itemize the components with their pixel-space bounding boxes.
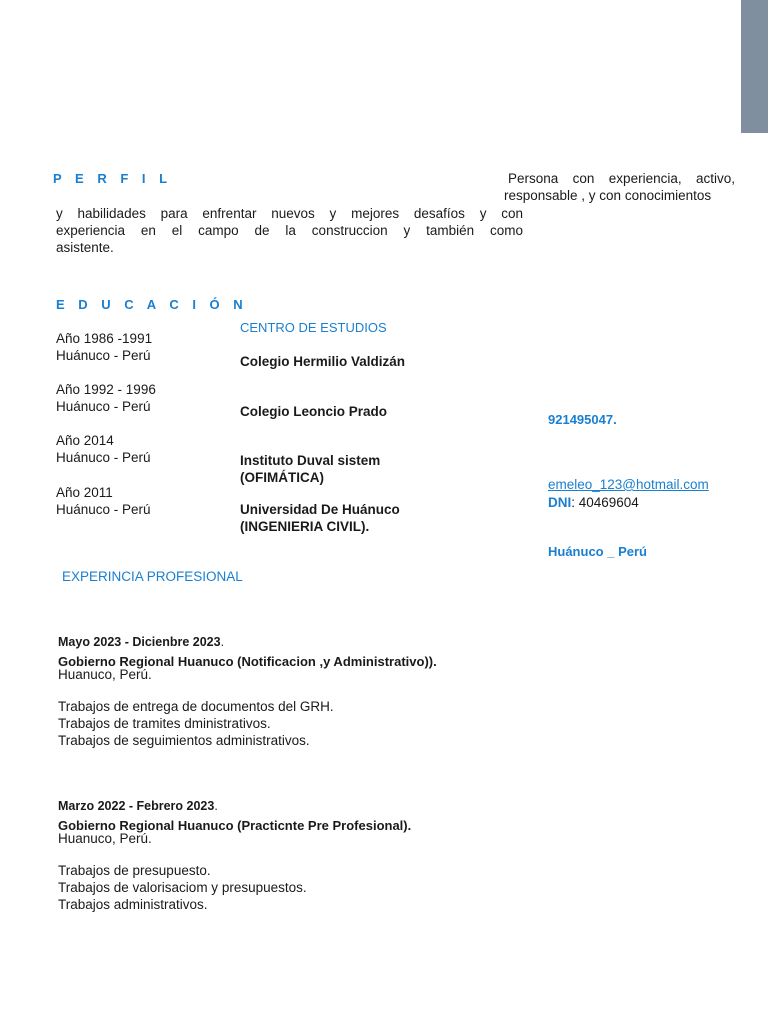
education-center-3 [240, 452, 380, 486]
job-location: Huanuco, Perú. [58, 667, 152, 682]
job-dates: Marzo 2022 - Febrero 2023. [58, 799, 218, 813]
contact-phone: 921495047. [548, 412, 617, 427]
job-task: Trabajos de tramites dministrativos. [58, 716, 271, 731]
education-center-name: Colegio Hermilio Valdizán [240, 354, 406, 369]
job-task: Trabajos de valorisaciom y presupuestos. [58, 880, 307, 895]
job-task: Trabajos de entrega de documentos del GRH. [58, 699, 334, 714]
dni-label: DNI [548, 495, 572, 510]
education-center-1 [240, 353, 405, 370]
dni-value: : 40469604 [571, 495, 639, 510]
education-center-4 [240, 501, 400, 535]
contact-dni [548, 495, 639, 510]
job-1 [58, 634, 698, 749]
education-place: Huánuco - Perú [56, 348, 151, 363]
education-heading: E D U C A C I Ó N [56, 297, 248, 312]
profile-body [56, 205, 523, 256]
job-task: Trabajos de presupuesto. [58, 863, 211, 878]
education-center-detail: (INGENIERIA CIVIL). [240, 519, 370, 534]
contact-location: Huánuco _ Perú [548, 544, 647, 559]
education-place: Huánuco - Perú [56, 399, 151, 414]
profile-intro-line2: responsable , y con conocimientos [504, 188, 712, 203]
education-year: Año 1992 - 1996 [56, 382, 156, 397]
centers-heading: CENTRO DE ESTUDIOS [240, 320, 387, 335]
job-dates-text: Mayo 2023 - Dicienbre 2023 [58, 635, 221, 649]
job-employer: Gobierno Regional Huanuco (Notificacion ,y Administrativo)). [58, 654, 437, 669]
education-entry-4-dates [56, 484, 151, 518]
job-dates: Mayo 2023 - Dicienbre 2023. [58, 635, 225, 649]
education-place: Huánuco - Perú [56, 450, 151, 465]
profile-heading: P E R F I L [53, 171, 173, 186]
education-place: Huánuco - Perú [56, 502, 151, 517]
education-year: Año 1986 -1991 [56, 331, 153, 346]
contact-email-link[interactable]: emeleo_123@hotmail.com [548, 477, 709, 492]
profile-body-line2: experiencia en el campo de la construccion y también como [56, 223, 523, 238]
job-employer: Gobierno Regional Huanuco (Practicnte Pre Profesional). [58, 818, 412, 833]
education-entry-1-dates [56, 330, 152, 364]
job-2 [58, 798, 698, 913]
job-task: Trabajos administrativos. [58, 897, 208, 912]
education-year: Año 2011 [56, 485, 113, 500]
experience-heading: EXPERINCIA PROFESIONAL [62, 569, 243, 584]
profile-body-line1: y habilidades para enfrentar nuevos y mejores desafíos y con [56, 206, 523, 221]
education-center-name: Colegio Leoncio Prado [240, 404, 388, 419]
education-center-detail: (OFIMÁTICA) [240, 470, 324, 485]
education-center-2 [240, 403, 387, 420]
profile-body-line3: asistente. [56, 240, 114, 255]
job-dates-text: Marzo 2022 - Febrero 2023 [58, 799, 215, 813]
education-center-name: Instituto Duval sistem [240, 453, 381, 468]
education-entry-2-dates [56, 381, 156, 415]
job-location: Huanuco, Perú. [58, 831, 152, 846]
job-task: Trabajos de seguimientos administrativos. [58, 733, 310, 748]
education-center-name: Universidad De Huánuco [240, 502, 400, 517]
decorative-side-bar [741, 0, 768, 133]
education-year: Año 2014 [56, 433, 114, 448]
education-entry-3-dates [56, 432, 151, 466]
profile-intro-line1: Persona con experiencia, activo, [508, 171, 735, 186]
